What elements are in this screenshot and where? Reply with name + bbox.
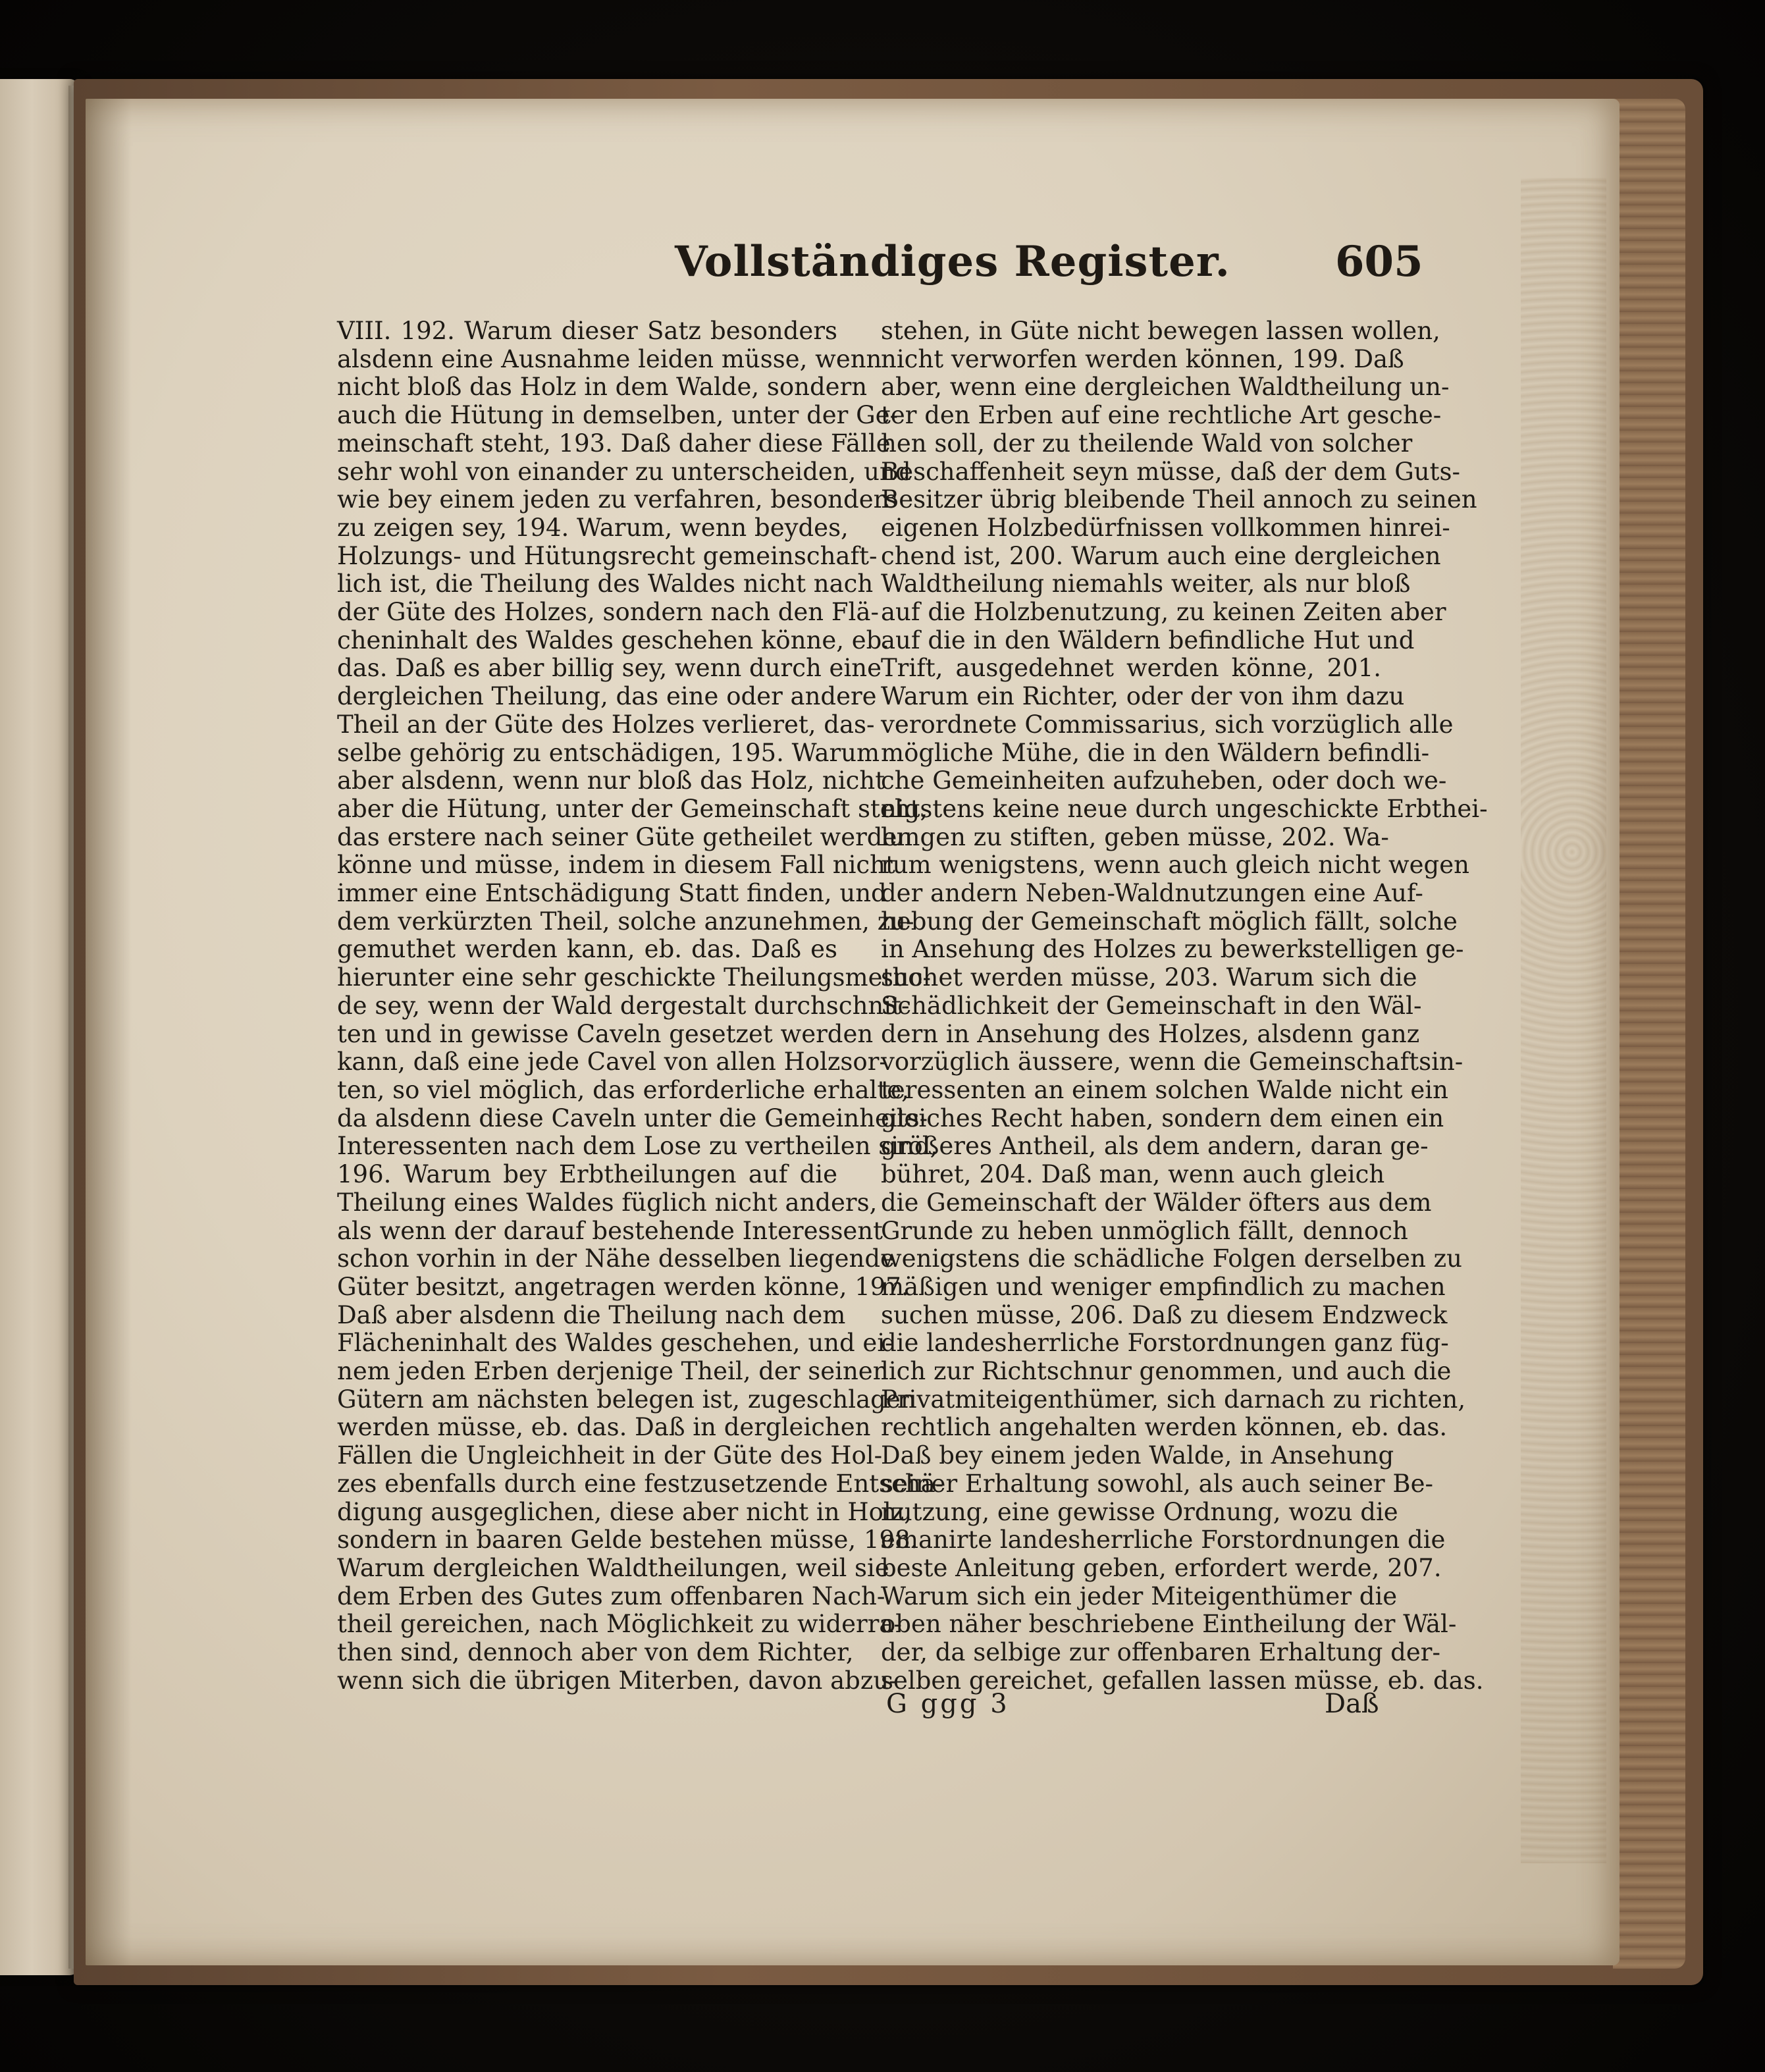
text-line: stehen, in Güte nicht bewegen lassen wollen, bbox=[881, 317, 1440, 345]
text-line: der andern Neben-Waldnutzungen eine Auf- bbox=[881, 879, 1423, 908]
text-line: dem verkürzten Theil, solche anzunehmen, zu- bbox=[337, 907, 914, 936]
text-line: zu zeigen sey, 194. Warum, wenn beydes, bbox=[337, 513, 849, 542]
text-line: eigenen Holzbedürfnissen vollkommen hinrei- bbox=[881, 513, 1450, 542]
text-line: beste Anleitung geben, erfordert werde, 207. bbox=[881, 1553, 1442, 1582]
text-line: dergleichen Theilung, das eine oder andere bbox=[337, 682, 877, 711]
text-line: das erstere nach seiner Güte getheilet werden bbox=[337, 822, 913, 851]
text-line: cheninhalt des Waldes geschehen könne, eb. bbox=[337, 625, 890, 654]
text-line: nicht verworfen werden können, 199. Daß bbox=[881, 344, 1404, 373]
text-line: die Gemeinschaft der Wälder öfters aus dem bbox=[881, 1188, 1432, 1217]
signature-mark: G ggg 3 bbox=[886, 1689, 1010, 1719]
text-line: nem jeden Erben derjenige Theil, der seinen bbox=[337, 1357, 889, 1386]
text-line: rum wenigstens, wenn auch gleich nicht wegen bbox=[881, 851, 1469, 880]
text-line: emanirte landesherrliche Forstordnungen die bbox=[881, 1526, 1446, 1554]
text-line: kann, daß eine jede Cavel von allen Holzsor- bbox=[337, 1048, 887, 1076]
text-line: zes ebenfalls durch eine festzusetzende Entschä- bbox=[337, 1469, 944, 1498]
text-line: hierunter eine sehr geschickte Theilungsmetho- bbox=[337, 963, 931, 992]
text-line: seiner Erhaltung sowohl, als auch seiner Be- bbox=[881, 1469, 1434, 1498]
catchword: Daß bbox=[1325, 1689, 1379, 1719]
text-line: Waldtheilung niemahls weiter, als nur bloß bbox=[881, 570, 1411, 598]
page-number: 605 bbox=[1335, 237, 1423, 286]
text-line: nicht bloß das Holz in dem Walde, sondern bbox=[337, 373, 868, 402]
text-line: Güter besitzt, angetragen werden könne, 197. bbox=[337, 1272, 909, 1301]
text-line: alsdenn eine Ausnahme leiden müsse, wenn bbox=[337, 344, 882, 373]
text-line: lich ist, die Theilung des Waldes nicht nach bbox=[337, 570, 874, 598]
text-line: hen soll, der zu theilende Wald von solcher bbox=[881, 429, 1413, 458]
previous-page-edge bbox=[0, 79, 79, 1975]
text-line: Daß bey einem jeden Walde, in Ansehung bbox=[881, 1441, 1394, 1470]
text-line: Warum ein Richter, oder der von ihm dazu bbox=[881, 682, 1405, 711]
text-line: ten, so viel möglich, das erforderliche erhalte, bbox=[337, 1075, 909, 1104]
text-line: aber, wenn eine dergleichen Waldtheilung un- bbox=[881, 373, 1450, 402]
text-line: nutzung, eine gewisse Ordnung, wozu die bbox=[881, 1497, 1398, 1526]
text-line: wie bey einem jeden zu verfahren, besonders bbox=[337, 485, 898, 514]
text-line: 196. Warum bey Erbtheilungen auf die bbox=[337, 1160, 837, 1189]
text-line: da alsdenn diese Caveln unter die Gemeinheits- bbox=[337, 1103, 928, 1132]
text-line: verordnete Commissarius, sich vorzüglich alle bbox=[881, 710, 1454, 739]
page-block-edge bbox=[1613, 99, 1685, 1969]
text-column-right bbox=[881, 317, 1488, 1695]
running-head: Vollständiges Register. bbox=[675, 237, 1230, 286]
text-line: mögliche Mühe, die in den Wäldern befindli- bbox=[881, 738, 1430, 767]
text-line: auch die Hütung in demselben, unter der Ge- bbox=[337, 401, 899, 430]
text-line: gleiches Recht haben, sondern dem einen ein bbox=[881, 1103, 1444, 1132]
text-line: mäßigen und weniger empfindlich zu machen bbox=[881, 1272, 1446, 1301]
text-line: wenn sich die übrigen Miterben, davon abzu- bbox=[337, 1666, 897, 1695]
text-line: werden müsse, eb. das. Daß in dergleichen bbox=[337, 1413, 871, 1442]
text-line: Besitzer übrig bleibende Theil annoch zu seinen bbox=[881, 485, 1477, 514]
text-line: selben gereichet, gefallen lassen müsse, eb. das. bbox=[881, 1666, 1484, 1695]
text-line: VIII. 192. Warum dieser Satz besonders bbox=[337, 317, 837, 345]
text-line: könne und müsse, indem in diesem Fall nicht bbox=[337, 851, 895, 880]
text-line: Schädlichkeit der Gemeinschaft in den Wäl- bbox=[881, 991, 1422, 1020]
text-line: lungen zu stiften, geben müsse, 202. Wa- bbox=[881, 822, 1389, 851]
text-line: die landesherrliche Forstordnungen ganz füg- bbox=[881, 1329, 1449, 1358]
text-line: Warum dergleichen Waldtheilungen, weil sie bbox=[337, 1553, 889, 1582]
gutter-shadow bbox=[86, 99, 132, 1965]
text-line: nigstens keine neue durch ungeschickte Erbthei- bbox=[881, 794, 1488, 823]
text-line: wenigstens die schädliche Folgen derselben zu bbox=[881, 1244, 1462, 1273]
text-line: Gütern am nächsten belegen ist, zugeschlagen bbox=[337, 1385, 916, 1414]
text-line: suchet werden müsse, 203. Warum sich die bbox=[881, 963, 1417, 992]
text-line: in Ansehung des Holzes zu bewerkstelligen ge- bbox=[881, 935, 1464, 964]
text-line: dern in Ansehung des Holzes, alsdenn ganz bbox=[881, 1019, 1420, 1048]
text-line: suchen müsse, 206. Daß zu diesem Endzweck bbox=[881, 1300, 1448, 1329]
text-line: Grunde zu heben unmöglich fällt, dennoch bbox=[881, 1216, 1408, 1245]
text-line: Privatmiteigenthümer, sich darnach zu richten, bbox=[881, 1385, 1466, 1414]
text-line: immer eine Entschädigung Statt finden, und bbox=[337, 879, 887, 908]
foxing-stains bbox=[1521, 178, 1606, 1863]
text-line: Theil an der Güte des Holzes verlieret, das- bbox=[337, 710, 875, 739]
text-line: Daß aber alsdenn die Theilung nach dem bbox=[337, 1300, 846, 1329]
text-line: then sind, dennoch aber von dem Richter, bbox=[337, 1638, 854, 1667]
text-line: Holzungs- und Hütungsrecht gemeinschaft- bbox=[337, 541, 878, 570]
text-line: Interessenten nach dem Lose zu vertheilen sind, bbox=[337, 1132, 938, 1161]
text-line: der Güte des Holzes, sondern nach den Flä- bbox=[337, 598, 879, 627]
text-line: auf die in den Wäldern befindliche Hut und bbox=[881, 625, 1415, 654]
text-line: chend ist, 200. Warum auch eine dergleichen bbox=[881, 541, 1441, 570]
text-line: als wenn der darauf bestehende Interessent bbox=[337, 1216, 883, 1245]
text-line: lich zur Richtschnur genommen, und auch die bbox=[881, 1357, 1452, 1386]
text-column-left bbox=[337, 317, 944, 1695]
text-line: che Gemeinheiten aufzuheben, oder doch we- bbox=[881, 766, 1447, 795]
text-line: Theilung eines Waldes füglich nicht anders, bbox=[337, 1188, 878, 1217]
text-line: selbe gehörig zu entschädigen, 195. Warum bbox=[337, 738, 880, 767]
text-line: vorzüglich äussere, wenn die Gemeinschaftsin- bbox=[881, 1048, 1463, 1076]
text-line: digung ausgeglichen, diese aber nicht in Holz, bbox=[337, 1497, 912, 1526]
text-line: aber alsdenn, wenn nur bloß das Holz, nicht bbox=[337, 766, 885, 795]
text-line: Fällen die Ungleichheit in der Güte des Hol- bbox=[337, 1441, 883, 1470]
text-line: gemuthet werden kann, eb. das. Daß es bbox=[337, 935, 837, 964]
text-line: das. Daß es aber billig sey, wenn durch eine bbox=[337, 654, 882, 683]
text-line: ten und in gewisse Caveln gesetzet werden bbox=[337, 1019, 874, 1048]
text-line: Warum sich ein jeder Miteigenthümer die bbox=[881, 1581, 1398, 1610]
text-line: theil gereichen, nach Möglichkeit zu widerra- bbox=[337, 1610, 902, 1639]
text-line: meinschaft steht, 193. Daß daher diese Fälle bbox=[337, 429, 891, 458]
text-line: der, da selbige zur offenbaren Erhaltung der- bbox=[881, 1638, 1440, 1667]
text-line: hebung der Gemeinschaft möglich fällt, solche bbox=[881, 907, 1458, 936]
text-line: sehr wohl von einander zu unterscheiden, und bbox=[337, 457, 911, 486]
text-line: aber die Hütung, unter der Gemeinschaft steht, bbox=[337, 794, 928, 823]
text-line: Beschaffenheit seyn müsse, daß der dem Guts- bbox=[881, 457, 1460, 486]
text-line: de sey, wenn der Wald dergestalt durchschnit- bbox=[337, 991, 910, 1020]
text-line: bühret, 204. Daß man, wenn auch gleich bbox=[881, 1160, 1385, 1189]
text-line: Flächeninhalt des Waldes geschehen, und ei- bbox=[337, 1329, 893, 1358]
text-line: sondern in baaren Gelde bestehen müsse, 198. bbox=[337, 1526, 918, 1554]
text-line: auf die Holzbenutzung, zu keinen Zeiten aber bbox=[881, 598, 1446, 627]
text-line: schon vorhin in der Nähe desselben liegende bbox=[337, 1244, 895, 1273]
text-line: ter den Erben auf eine rechtliche Art gesche- bbox=[881, 401, 1442, 430]
text-line: rechtlich angehalten werden können, eb. das. bbox=[881, 1413, 1448, 1442]
text-line: größeres Antheil, als dem andern, daran ge- bbox=[881, 1132, 1429, 1161]
text-line: dem Erben des Gutes zum offenbaren Nach- bbox=[337, 1581, 885, 1610]
text-line: teressenten an einem solchen Walde nicht ein bbox=[881, 1075, 1448, 1104]
text-line: oben näher beschriebene Eintheilung der Wäl- bbox=[881, 1610, 1457, 1639]
text-line: Trift, ausgedehnet werden könne, 201. bbox=[881, 654, 1381, 683]
